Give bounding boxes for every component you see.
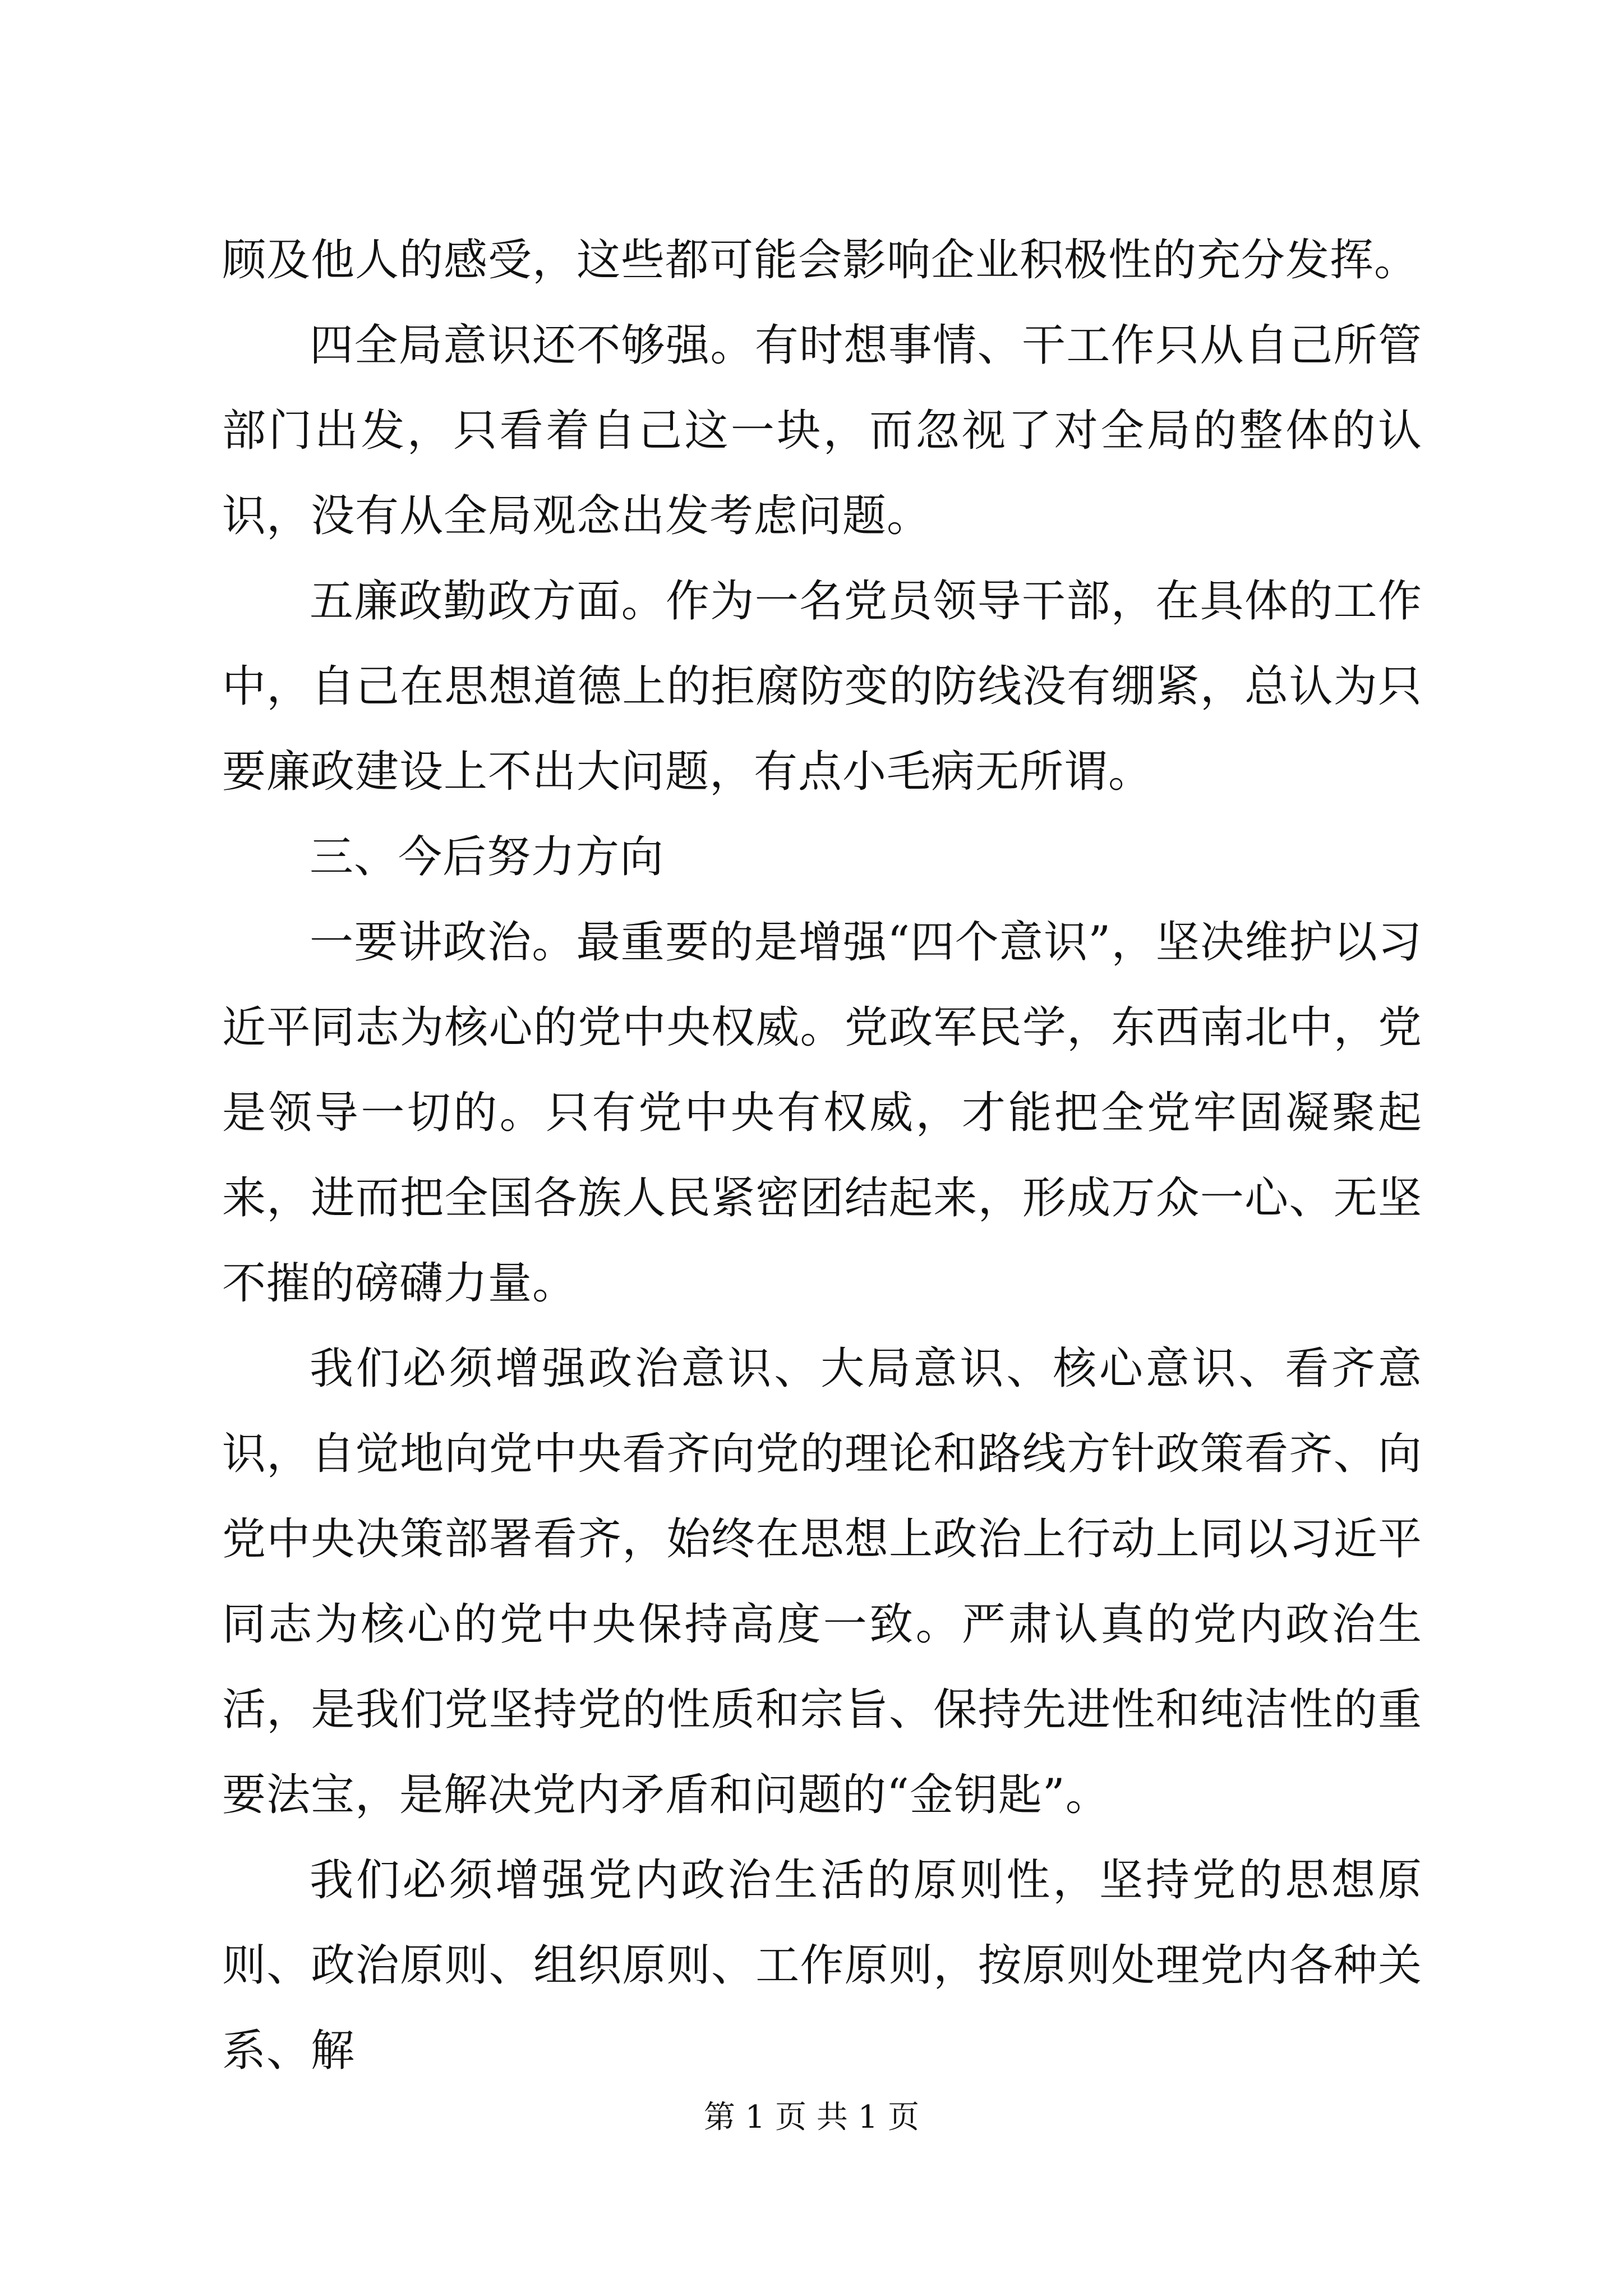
page-footer: 第 1 页 共 1 页 (703, 2099, 920, 2136)
paragraph-3: 五廉政勤政方面。作为一名党员领导干部，在具体的工作中，自己在思想道德上的拒腐防变的防线没有绷紧，总认为只要廉政建设上不出大问题，有点小毛病无所谓。 (222, 576, 1422, 797)
paragraph-6: 我们必须增强党内政治生活的原则性，坚持党的思想原则、政治原则、组织原则、工作原则，按原则处理党内各种关系、解 (222, 1855, 1422, 2076)
paragraph-5: 我们必须增强政治意识、大局意识、核心意识、看齐意识，自觉地向党中央看齐向党的理论和路线方针政策看齐、向党中央决策部署看齐，始终在思想上政治上行动上同以习近平同志为核心的党中央保持高度一致。严肃认真的党内政治生活，是我们党坚持党的性质和宗旨、保持先进性和纯洁性的重要法宝，是解决党内矛盾和问题的“金钥匙”。 (222, 1343, 1422, 1820)
paragraph-2: 四全局意识还不够强。有时想事情、干工作只从自己所管部门出发，只看着自己这一块，而忽视了对全局的整体的认识，没有从全局观念出发考虑问题。 (222, 320, 1422, 541)
paragraph-1: 顾及他人的感受，这些都可能会影响企业积极性的充分发挥。 (222, 235, 1419, 286)
section-heading: 三、今后努力方向 (310, 832, 665, 882)
document-body (222, 218, 1422, 2093)
paragraph-4: 一要讲政治。最重要的是增强“四个意识”，坚决维护以习近平同志为核心的党中央权威。党政军民学，东西南北中，党是领导一切的。只有党中央有权威，才能把全党牢固凝聚起来，进而把全国各族人民紧密团结起来，形成万众一心、无坚不摧的磅礴力量。 (222, 917, 1422, 1309)
